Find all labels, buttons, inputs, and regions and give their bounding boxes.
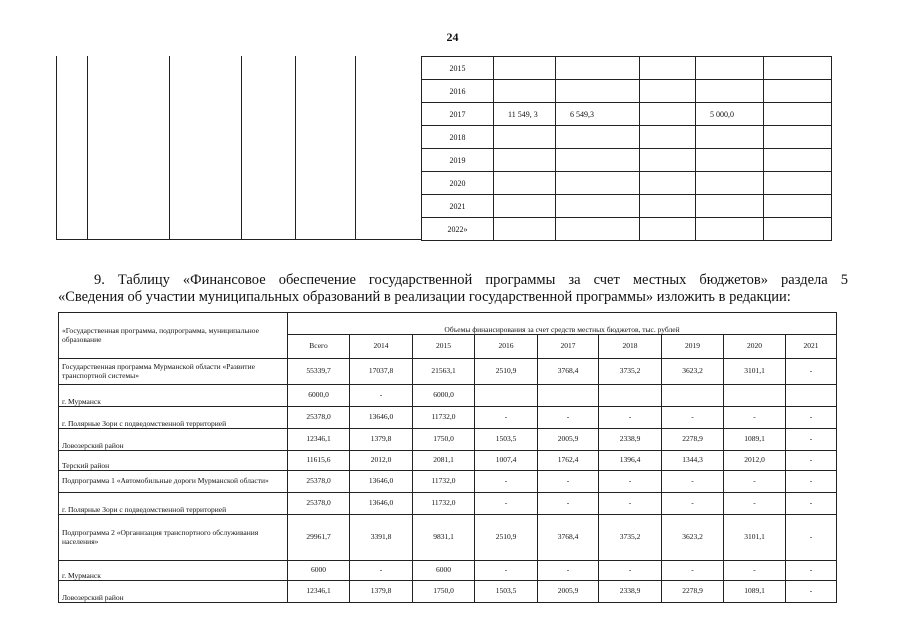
value-cell — [494, 149, 556, 172]
continued-table-row — [422, 103, 832, 126]
value-cell — [556, 218, 640, 241]
value-cell — [696, 149, 764, 172]
value-cell — [475, 385, 538, 407]
row-name-cell: г. Мурманск — [59, 385, 288, 407]
value-cell — [556, 195, 640, 218]
value-cell: 2510,9 — [475, 515, 538, 561]
row-name-cell: г. Полярные Зори с подведомственной территорией — [59, 407, 288, 429]
value-cell: 1344,3 — [662, 451, 724, 471]
value-cell: - — [538, 407, 599, 429]
financing-table — [58, 312, 837, 603]
value-cell: 2278,9 — [662, 581, 724, 603]
year-cell: 2017 — [422, 103, 494, 126]
value-cell: - — [475, 561, 538, 581]
value-cell — [640, 218, 696, 241]
continued-table — [421, 56, 832, 241]
value-cell — [556, 80, 640, 103]
value-cell — [724, 385, 786, 407]
value-cell: 2081,1 — [413, 451, 475, 471]
column-divider — [87, 56, 88, 239]
table-row — [59, 581, 837, 603]
column-header: 2019 — [662, 335, 724, 359]
value-cell: - — [475, 471, 538, 493]
name-column-header: «Государственная программа, подпрограмма, муниципальное образование — [59, 313, 288, 359]
value-cell: - — [786, 561, 837, 581]
value-cell: 9831,1 — [413, 515, 475, 561]
value-cell: - — [724, 561, 786, 581]
table-row — [59, 385, 837, 407]
value-cell: - — [662, 561, 724, 581]
value-cell — [494, 218, 556, 241]
value-cell — [764, 172, 832, 195]
continued-table-row — [422, 57, 832, 80]
value-cell: 11732,0 — [413, 471, 475, 493]
value-cell — [764, 103, 832, 126]
value-cell: - — [724, 407, 786, 429]
value-cell: 2012,0 — [350, 451, 413, 471]
value-cell: 3735,2 — [599, 359, 662, 385]
funding-group-header: Объемы финансирования за счет средств местных бюджетов, тыс. рублей — [288, 313, 837, 335]
value-cell — [696, 57, 764, 80]
year-cell: 2021 — [422, 195, 494, 218]
value-cell: 6000 — [413, 561, 475, 581]
value-cell — [696, 80, 764, 103]
value-cell: 1089,1 — [724, 429, 786, 451]
value-cell: 11732,0 — [413, 407, 475, 429]
page-number: 24 — [446, 30, 459, 44]
value-cell: 1379,8 — [350, 581, 413, 603]
value-cell: - — [786, 471, 837, 493]
value-cell: 11 549, 3 — [494, 103, 556, 126]
value-cell: 6000 — [288, 561, 350, 581]
value-cell: - — [786, 359, 837, 385]
row-name-cell: Ловозерский район — [59, 429, 288, 451]
continued-table-row — [422, 149, 832, 172]
value-cell: - — [786, 493, 837, 515]
value-cell — [538, 385, 599, 407]
value-cell: 21563,1 — [413, 359, 475, 385]
value-cell: - — [724, 471, 786, 493]
value-cell — [764, 195, 832, 218]
column-header: 2020 — [724, 335, 786, 359]
value-cell: 13646,0 — [350, 407, 413, 429]
value-cell: - — [786, 515, 837, 561]
value-cell: 6000,0 — [413, 385, 475, 407]
value-cell — [640, 149, 696, 172]
row-name-cell: г. Полярные Зори с подведомственной территорией — [59, 493, 288, 515]
column-divider — [241, 56, 242, 239]
value-cell: - — [538, 471, 599, 493]
table-row — [59, 515, 837, 561]
instruction-paragraph-line-1: 9. Таблицу «Финансовое обеспечение государственной программы за счет местных бюджетов» раздела 5 — [94, 272, 848, 288]
year-cell: 2020 — [422, 172, 494, 195]
value-cell — [599, 385, 662, 407]
value-cell: 1379,8 — [350, 429, 413, 451]
value-cell: 2338,9 — [599, 429, 662, 451]
value-cell: - — [599, 407, 662, 429]
table-row — [59, 493, 837, 515]
column-header: Всего — [288, 335, 350, 359]
value-cell: 3735,2 — [599, 515, 662, 561]
value-cell — [696, 172, 764, 195]
table-row — [59, 451, 837, 471]
value-cell: 3768,4 — [538, 515, 599, 561]
row-name-cell: Ловозерский район — [59, 581, 288, 603]
value-cell: 55339,7 — [288, 359, 350, 385]
value-cell: 2338,9 — [599, 581, 662, 603]
value-cell: 1396,4 — [599, 451, 662, 471]
value-cell: 1007,4 — [475, 451, 538, 471]
value-cell: 12346,1 — [288, 581, 350, 603]
value-cell: - — [538, 493, 599, 515]
value-cell: - — [599, 561, 662, 581]
value-cell — [696, 195, 764, 218]
value-cell — [494, 195, 556, 218]
value-cell: 2278,9 — [662, 429, 724, 451]
value-cell — [764, 57, 832, 80]
value-cell: 3101,1 — [724, 359, 786, 385]
value-cell: 1089,1 — [724, 581, 786, 603]
table-row — [59, 561, 837, 581]
value-cell — [696, 218, 764, 241]
value-cell — [786, 385, 837, 407]
value-cell: 2005,9 — [538, 429, 599, 451]
value-cell: 2005,9 — [538, 581, 599, 603]
value-cell — [764, 126, 832, 149]
row-name-cell: Подпрограмма 2 «Организация транспортного обслуживания населения» — [59, 515, 288, 561]
value-cell — [640, 195, 696, 218]
value-cell — [662, 385, 724, 407]
value-cell: 6000,0 — [288, 385, 350, 407]
column-divider — [295, 56, 296, 239]
value-cell: 25378,0 — [288, 471, 350, 493]
value-cell: 13646,0 — [350, 471, 413, 493]
value-cell — [764, 149, 832, 172]
value-cell — [494, 57, 556, 80]
value-cell: 3623,2 — [662, 359, 724, 385]
row-name-cell: г. Мурманск — [59, 561, 288, 581]
row-name-cell: Государственная программа Мурманской области «Развитие транспортной системы» — [59, 359, 288, 385]
value-cell: 29961,7 — [288, 515, 350, 561]
column-header: 2017 — [538, 335, 599, 359]
value-cell: 3101,1 — [724, 515, 786, 561]
value-cell: 1750,0 — [413, 581, 475, 603]
value-cell: - — [599, 471, 662, 493]
value-cell — [556, 149, 640, 172]
value-cell: - — [662, 407, 724, 429]
continued-table-row — [422, 218, 832, 241]
column-divider — [355, 56, 356, 239]
value-cell: 1503,5 — [475, 581, 538, 603]
value-cell — [764, 218, 832, 241]
value-cell — [556, 126, 640, 149]
value-cell: - — [475, 493, 538, 515]
value-cell — [640, 172, 696, 195]
value-cell: - — [475, 407, 538, 429]
value-cell — [764, 80, 832, 103]
value-cell: 11615,6 — [288, 451, 350, 471]
value-cell — [556, 172, 640, 195]
value-cell: - — [786, 451, 837, 471]
value-cell: - — [599, 493, 662, 515]
row-name-cell: Терский район — [59, 451, 288, 471]
row-name-cell: Подпрограмма 1 «Автомобильные дороги Мурманской области» — [59, 471, 288, 493]
value-cell — [494, 126, 556, 149]
value-cell: 17037,8 — [350, 359, 413, 385]
value-cell: - — [350, 385, 413, 407]
table-row — [59, 359, 837, 385]
continued-table-row — [422, 195, 832, 218]
value-cell: 13646,0 — [350, 493, 413, 515]
instruction-paragraph-line-2: «Сведения об участии муниципальных образований в реализации государственной программы» изложить в редакции: — [58, 289, 791, 305]
column-header: 2021 — [786, 335, 837, 359]
continued-table-row — [422, 126, 832, 149]
value-cell: 5 000,0 — [696, 103, 764, 126]
continued-table-row — [422, 172, 832, 195]
year-cell: 2018 — [422, 126, 494, 149]
value-cell: 3768,4 — [538, 359, 599, 385]
table-row — [59, 407, 837, 429]
column-divider — [169, 56, 170, 239]
value-cell: 3623,2 — [662, 515, 724, 561]
value-cell: 1503,5 — [475, 429, 538, 451]
value-cell: 25378,0 — [288, 407, 350, 429]
column-header: 2014 — [350, 335, 413, 359]
column-header: 2018 — [599, 335, 662, 359]
value-cell — [494, 172, 556, 195]
value-cell — [640, 103, 696, 126]
value-cell: 11732,0 — [413, 493, 475, 515]
value-cell: 2012,0 — [724, 451, 786, 471]
column-header: 2015 — [413, 335, 475, 359]
value-cell: - — [538, 561, 599, 581]
value-cell — [640, 80, 696, 103]
value-cell: - — [786, 429, 837, 451]
value-cell — [640, 57, 696, 80]
value-cell: - — [662, 493, 724, 515]
value-cell: - — [786, 407, 837, 429]
value-cell: - — [724, 493, 786, 515]
value-cell: - — [350, 561, 413, 581]
continued-table-row — [422, 80, 832, 103]
table-row — [59, 471, 837, 493]
value-cell: - — [662, 471, 724, 493]
year-cell: 2016 — [422, 80, 494, 103]
value-cell: - — [786, 581, 837, 603]
year-cell: 2015 — [422, 57, 494, 80]
table-row — [59, 429, 837, 451]
column-header: 2016 — [475, 335, 538, 359]
value-cell — [556, 57, 640, 80]
year-cell: 2022» — [422, 218, 494, 241]
value-cell — [696, 126, 764, 149]
value-cell: 1762,4 — [538, 451, 599, 471]
value-cell: 2510,9 — [475, 359, 538, 385]
value-cell: 6 549,3 — [556, 103, 640, 126]
value-cell — [640, 126, 696, 149]
value-cell — [494, 80, 556, 103]
value-cell: 25378,0 — [288, 493, 350, 515]
year-cell: 2019 — [422, 149, 494, 172]
continued-table-left-columns — [56, 56, 422, 240]
value-cell: 12346,1 — [288, 429, 350, 451]
value-cell: 3391,8 — [350, 515, 413, 561]
value-cell: 1750,0 — [413, 429, 475, 451]
